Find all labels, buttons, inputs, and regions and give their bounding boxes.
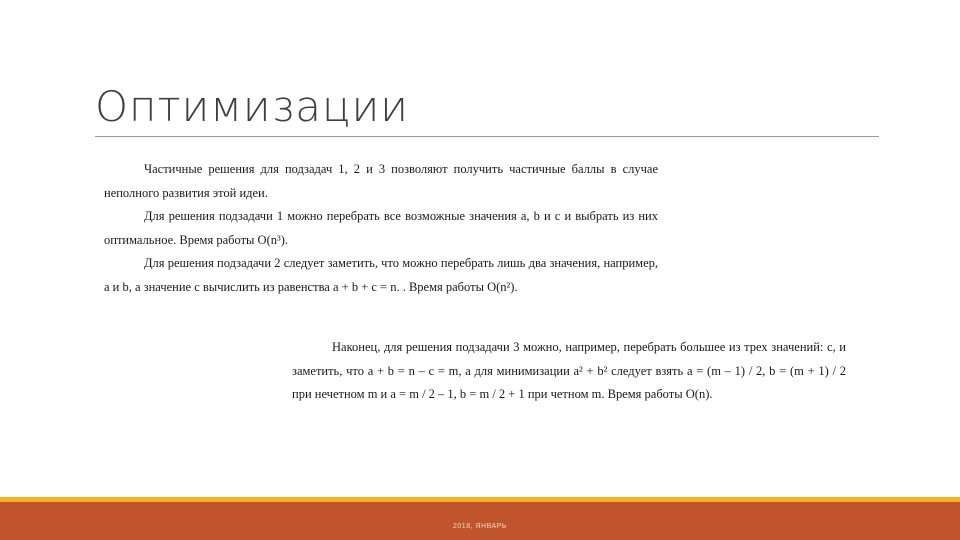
footer-date: 2018, ЯНВАРЬ [453, 523, 507, 530]
footer [0, 497, 960, 540]
paragraph-partial-solutions: Частичные решения для подзадач 1, 2 и 3 позволяют получить частичные баллы в случае неполного развития этой идеи. [104, 162, 658, 200]
paragraph-subtask-1: Для решения подзадачи 1 можно перебрать все возможные значения a, b и c и выбрать из них оптимальное. Время работы O(n³). [104, 209, 658, 247]
subtask-3-text-block [292, 336, 846, 407]
paragraph-subtask-2: Для решения подзадачи 2 следует заметить, что можно перебрать лишь два значения, например, a и b, а значение c вычислить из равенства a + b + c = n. . Время работы O(n²). [104, 256, 658, 294]
slide-title: Оптимизации [95, 82, 409, 131]
footer-bar [0, 502, 960, 540]
solution-text-block [104, 158, 658, 299]
paragraph-subtask-3: Наконец, для решения подзадачи 3 можно, например, перебрать большее из трех значений: c, и заметить, что a + b = n – c = m, а для минимизации a² + b² следует взять a = (m – 1) / 2, b = (m + 1) / 2 при нечетном m и a = m / 2 – 1, b = m / 2 + 1 при четном m. Время работы O(n). [292, 340, 846, 401]
title-divider [95, 136, 879, 137]
